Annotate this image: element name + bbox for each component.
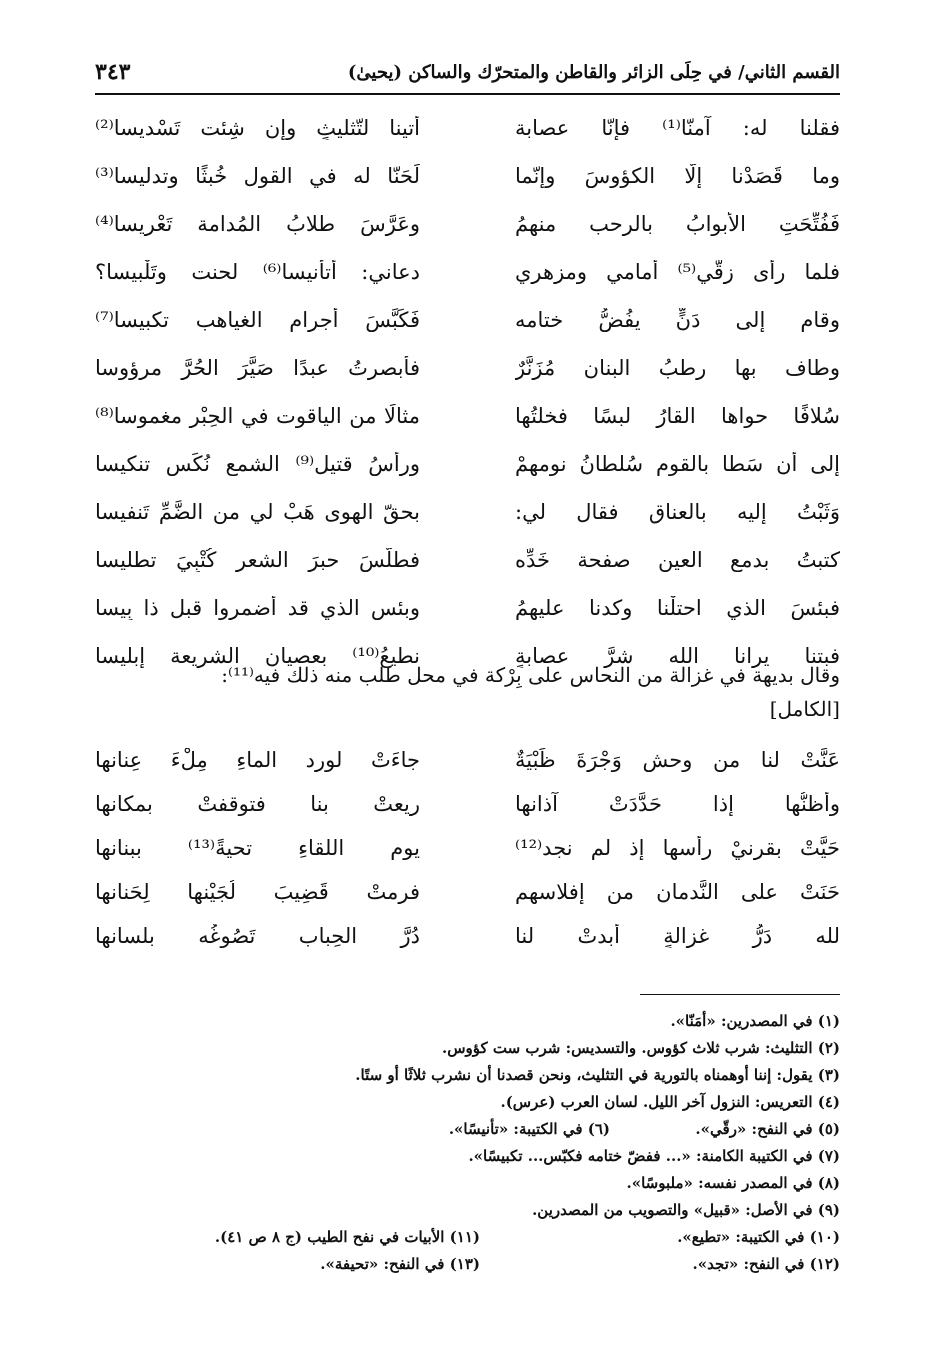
hemistich-first: كتبتُ بدمع العين صفحة خَدِّه	[515, 548, 840, 572]
footnotes	[95, 1008, 840, 1278]
verse-1	[95, 738, 840, 782]
footnote-5: (٥) في النفح: «رقّي».	[695, 1120, 840, 1138]
hemistich-second: وعَرَّسَ طلابُ المُدامة تَعْريسا⁽⁴⁾	[95, 212, 420, 236]
hemistich-second: لَحَنّا له في القول خُبثًا وتدليسا⁽³⁾	[95, 164, 420, 188]
footnote-8: (٨) في المصدر نفسه: «ملبوسًا».	[626, 1174, 840, 1192]
hemistich-first: عَنَّتْ لنا من وحشِ وَجْرَةَ ظَبْيَةٌ	[515, 748, 840, 772]
poem-second	[95, 738, 840, 958]
verse-11	[95, 584, 840, 632]
verse-3	[95, 826, 840, 870]
hemistich-second: أتينا لتّثليثٍ وإن شِئت تَسْديسا⁽²⁾	[95, 116, 420, 140]
footnote-11: (١١) الأبيات في نفح الطيب (ج ٨ ص ٤١).	[214, 1228, 480, 1246]
verse-3	[95, 200, 840, 248]
footnote-1: (١) في المصدرين: «أمَنّا».	[670, 1012, 840, 1030]
hemistich-first: فقلنا له: آمنّا⁽¹⁾ فإنّا عصابة	[515, 116, 840, 140]
hemistich-second: دعاني: أتأنيسا⁽⁶⁾ لحنت وتَلْبيسا؟	[95, 260, 420, 284]
footnote-rule	[640, 994, 840, 995]
verse-4	[95, 870, 840, 914]
footnote-row-10-11	[95, 1224, 840, 1251]
footnote-4: (٤) التعريس: النزول آخر الليل. لسان العرب (عرس).	[500, 1093, 840, 1111]
prose-intro	[95, 658, 840, 726]
hemistich-second: دُرَّ الحِباب تَصُوغُه بلسانها	[95, 924, 420, 948]
verse-5	[95, 914, 840, 958]
hemistich-first: وقام إلى دَنٍّ يفُضُّ ختامه	[515, 308, 840, 332]
header-title: القسم الثاني/ في حِلَى الزائر والقاطن والمتحرّك والساكن (يحيىٰ)	[347, 61, 840, 83]
footnote-13: (١٣) في النفح: «تحيفة».	[320, 1255, 480, 1273]
verse-8	[95, 440, 840, 488]
hemistich-first: وما قَصَدْنا إلّا الكؤوسَ وإنّما	[515, 164, 840, 188]
hemistich-second: فَكَبَّسَ أجرام الغياهب تكبيسا⁽⁷⁾	[95, 308, 420, 332]
footnote-2: (٢) التثليث: شرب ثلاث كؤوس. والتسديس: شرب ست كؤوس.	[441, 1039, 840, 1057]
hemistich-first: فَفُتِّحَتِ الأبوابُ بالرحب منهمُ	[515, 212, 840, 236]
hemistich-first: حَيَّتْ بقرنيْ رأسها إذ لم نجد⁽¹²⁾	[515, 836, 840, 860]
footnote-10: (١٠) في الكتيبة: «تطيع».	[677, 1228, 840, 1246]
verse-9	[95, 488, 840, 536]
hemistich-second: مثالًا من الياقوت في الحِبْر مغموسا⁽⁸⁾	[95, 404, 420, 428]
footnote-9: (٩) في الأصل: «قبيل» والتصويب من المصدرين.	[532, 1201, 840, 1219]
hemistich-first: سُلافًا حواها القارُ لبسًا فخلتُها	[515, 404, 840, 428]
hemistich-second: جاءَتْ لورد الماءِ مِلْءَ عِنانها	[95, 748, 420, 772]
verse-10	[95, 536, 840, 584]
footnote-7: (٧) في الكتيبة الكامنة: «... ففضّ ختامه فكبّس... تكبيسًا».	[468, 1147, 840, 1165]
footnote-row-5-6	[95, 1116, 840, 1143]
hemistich-second: يوم اللقاءِ تحيةً⁽¹³⁾ ببنانها	[95, 836, 420, 860]
hemistich-second: رِيعتْ بنا فتوقفتْ بمكانها	[95, 792, 420, 816]
intro-text: وقال بديهة في غزالة من النحاس على بِرْكة في محل طلب منه ذلك فيه⁽¹¹⁾:	[221, 663, 840, 687]
hemistich-second: ورأسُ قتيل⁽⁹⁾ الشمع نُكِّس تنكيسا	[95, 452, 420, 476]
hemistich-second: فأبصرتُ عبدًا صَيَّرَ الحُرَّ مرؤوسا	[95, 356, 420, 380]
hemistich-second: بحقّ الهوى هَبْ لي من الضَّمِّ تَنفيسا	[95, 500, 420, 524]
hemistich-first: وأظنُّها إذا حَدَّدَتْ آذانها	[515, 792, 840, 816]
hemistich-first: وطاف بها رطبُ البنان مُزَنَّرٌ	[515, 356, 840, 380]
verse-2	[95, 152, 840, 200]
poem-first	[95, 104, 840, 680]
meter-label: [الكامل]	[769, 697, 840, 721]
hemistich-first: إلى أن سَطا بالقوم سُلطانُ نومهمْ	[515, 452, 840, 476]
hemistich-first: فبئسَ الذي احتلْنا وكدنا عليهمُ	[515, 596, 840, 620]
hemistich-first: فبتنا يرانا الله شرَّ عصابةٍ	[515, 644, 840, 668]
verse-6	[95, 344, 840, 392]
hemistich-first: فلما رأى زقّي⁽⁵⁾ أمامي ومزهري	[515, 260, 840, 284]
verse-4	[95, 248, 840, 296]
hemistich-second: نطيعُ⁽¹⁰⁾ بعصيان الشريعة إبليسا	[95, 644, 420, 668]
verse-7	[95, 392, 840, 440]
footnote-6: (٦) في الكتيبة: «تأنيسًا».	[448, 1120, 610, 1138]
page-number: ٣٤٣	[95, 59, 131, 85]
verse-1	[95, 104, 840, 152]
footnote-row-12-13	[95, 1251, 840, 1278]
hemistich-first: وَثَبْتُ إليه بالعناق فقال لي:	[515, 500, 840, 524]
verse-5	[95, 296, 840, 344]
header-rule	[95, 93, 840, 95]
running-header	[95, 52, 840, 92]
verse-2	[95, 782, 840, 826]
hemistich-second: وبئس الذي قد أضمروا قبل ذا بِيسا	[95, 596, 420, 620]
hemistich-second: فطلّسَ حبرَ الشعر كُتْبِيَ تطليسا	[95, 548, 420, 572]
hemistich-first: حَنَتْ على النَّدمان من إفلاسهم	[515, 880, 840, 904]
footnote-3: (٣) يقول: إننا أوهمناه بالتورية في التثليث، ونحن قصدنا أن نشرب ثلاثًا أو ستًا.	[355, 1066, 840, 1084]
footnote-12: (١٢) في النفح: «تجد».	[692, 1255, 840, 1273]
hemistich-first: لله دَرُّ غزالةٍ أبدتْ لنا	[515, 924, 840, 948]
hemistich-second: فرمتْ قَضِيبَ لُجَيْنها لِحَنانها	[95, 880, 420, 904]
